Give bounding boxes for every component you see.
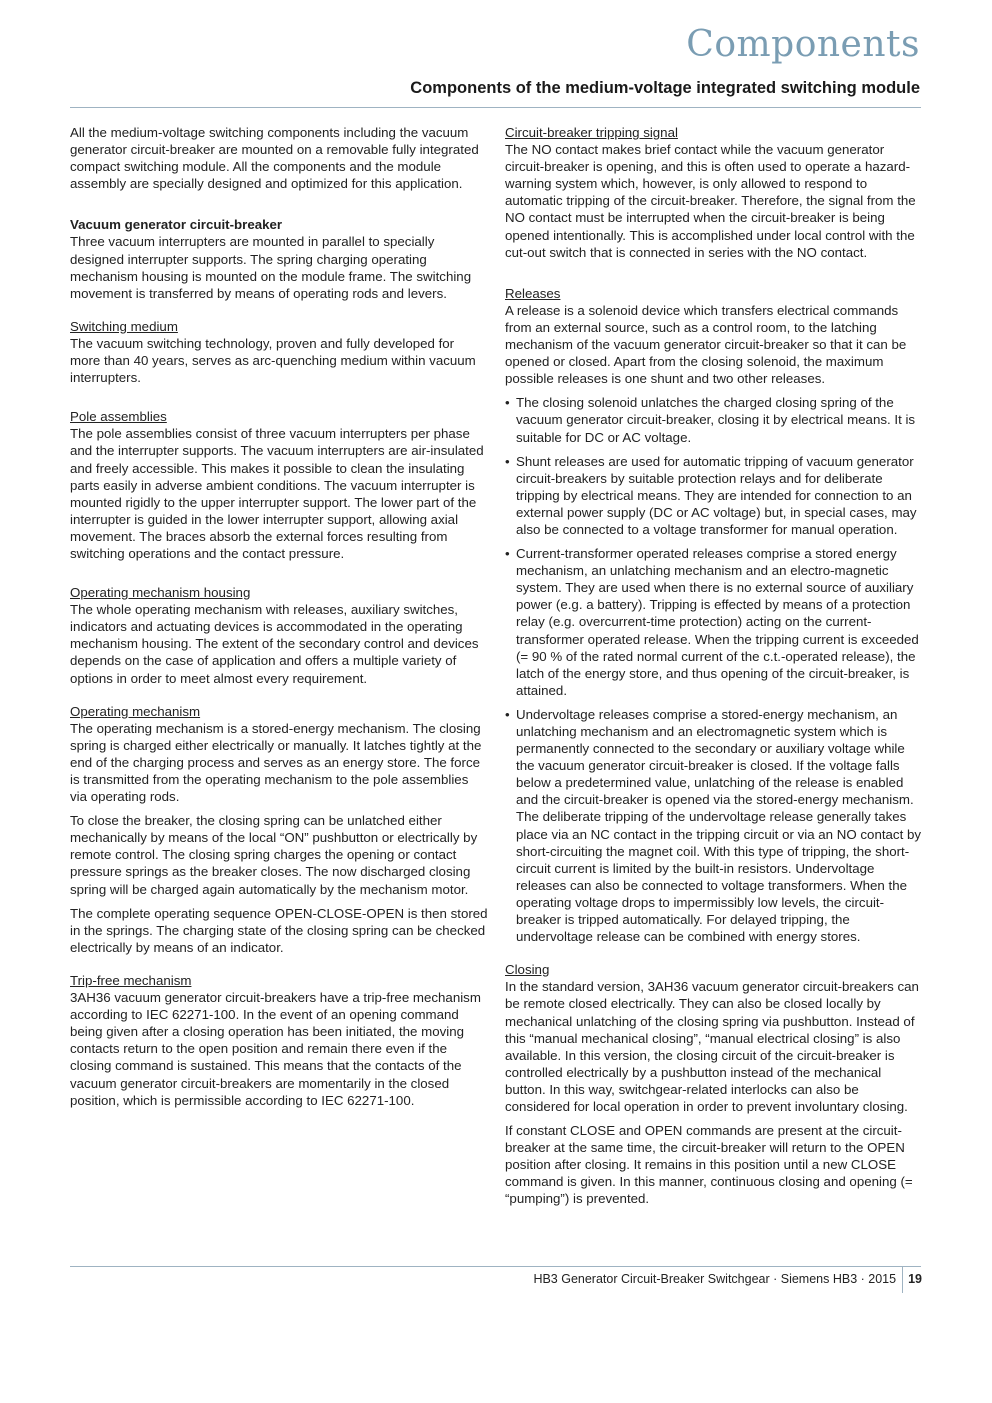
releases-bullet-list	[505, 394, 921, 945]
intro-paragraph: All the medium-voltage switching components including the vacuum generator circuit-breaker are mounted on a removable fully integrated compact switching module. All the components and the module assembly are specially designed and optimized for this application.	[70, 125, 479, 192]
section-body-switching-medium: The vacuum switching technology, proven and fully developed for more than 40 years, serves as arc-quenching medium within vacuum interrupters.	[70, 335, 476, 386]
section-body-tripping-signal: The NO contact makes brief contact while the vacuum generator circuit-breaker is opening, and this is often used to operate a hazard-warning system which, however, is only allowed to respond to automatic tripping of the circuit-breaker. Therefore, the signal from the NO contact must be interrupted when the circuit-breaker is being opened intentionally. This is accomplished under local control with the cut-out switch that is connected in series with the NO contact.	[505, 142, 916, 260]
section-body-operating-mechanism-2: To close the breaker, the closing spring can be unlatched either mechanically by means of the local “ON” pushbutton or electrically by remote control. The closing spring charges the opening or contact pressure springs as the breaker closes. The now discharged closing spring will be charged again automatically by the mechanism motor.	[70, 813, 478, 897]
page-footer	[533, 1266, 922, 1293]
section-heading-vacuum-cb: Vacuum generator circuit-breaker	[70, 217, 283, 233]
section-heading-trip-free: Trip-free mechanism	[70, 972, 192, 988]
section-body-trip-free: 3AH36 vacuum generator circuit-breakers have a trip-free mechanism according to IEC 62271-100. In the event of an opening command being given after a closing operation has been initiated, the moving contacts return to the open position and remain there even if the closing command is sustained. This means that the contacts of the vacuum generator circuit-breakers are momentarily in the closed position, which is permissible according to IEC 62271-100.	[70, 990, 481, 1108]
bullet-undervoltage-releases: • Undervoltage releases comprise a stored-energy mechanism, an unlatching mechanism and an electromagnetic system which is permanently connected to the secondary or auxiliary voltage while the vacuum generator circuit-breaker is closed. If the voltage falls below a predetermined value, unlatching of the release is enabled and the circuit-breaker is opened via the stored-energy mechanism. The deliberate tripping of the undervoltage release generally takes place via an NC contact in the tripping circuit or via an NO contact by short-circuiting the magnet coil. With this type of tripping, the short-circuit current is limited by the built-in resistors. Undervoltage releases can also be connected to voltage transformers. When the operating voltage drops to impermissibly low levels, the circuit-breaker is tripped automatically. For delayed tripping, the undervoltage release can be combined with energy stores.	[505, 706, 921, 945]
section-body-mech-housing: The whole operating mechanism with releases, auxiliary switches, indicators and actuating devices is accommodated in the operating mechanism housing. The extent of the secondary control and devices depends on the case of application and offers a multiple variety of options in order to meet almost every requirement.	[70, 602, 479, 686]
section-body-pole-assemblies: The pole assemblies consist of three vacuum interrupters per phase and the interrupter supports. The vacuum interrupters are air-insulated and freely accessible. This makes it possible to clean the insulating parts easily in adverse ambient conditions. The vacuum interrupter is mounted rigidly to the upper interrupter support. The lower part of the interrupter is guided in the lower interrupter support, allowing axial movement. The braces absorb the external forces resulting from switching operations and the contact pressure.	[70, 426, 484, 561]
section-heading-releases: Releases	[505, 285, 561, 301]
section-heading-operating-mechanism: Operating mechanism	[70, 703, 201, 719]
right-column	[505, 124, 921, 1224]
page-subtitle: Components of the medium-voltage integrated switching module	[410, 79, 920, 97]
section-body-operating-mechanism-3: The complete operating sequence OPEN-CLOSE-OPEN is then stored in the springs. The charging state of the closing spring can be checked electrically by means of an indicator.	[70, 905, 488, 955]
page-title: Components	[686, 24, 920, 65]
bullet-ct-operated-releases: • Current-transformer operated releases comprise a stored energy mechanism, an unlatching mechanism and an electro-magnetic system. They are used when there is no external source of auxiliary power (e.g. a battery). Tripping is effected by means of a protection relay (e.g. overcurrent-time protection) acting on the current-transformer operated release. When the tripping current is exceeded (= 90 % of the rated normal current of the c.t.-operated release), the latch of the energy store, and thus opening of the circuit-breaker, is attained.	[505, 545, 921, 699]
section-heading-mech-housing: Operating mechanism housing	[70, 585, 251, 601]
page-number: 19	[908, 1272, 922, 1286]
section-body-releases: A release is a solenoid device which transfers electrical commands from an external source, such as a control room, to the latching mechanism of the vacuum generator circuit-breaker so that it can be opened or closed. Apart from the closing solenoid, the maximum possible releases is one shunt and two other releases.	[505, 302, 907, 387]
section-body-closing-2: If constant CLOSE and OPEN commands are present at the circuit-breaker at the same time, the circuit-breaker will return to the OPEN position after closing. It remains in this position until a new CLOSE command is given. In this manner, continuous closing and opening (= “pumping”) is prevented.	[505, 1123, 913, 1207]
footer-reference: HB3 Generator Circuit-Breaker Switchgear · Siemens HB3 · 2015	[533, 1266, 903, 1293]
section-body-operating-mechanism-1: The operating mechanism is a stored-energy mechanism. The closing spring is charged either electrically or manually. It latches tightly at the end of the charging process and serves as an energy store. The force is transmitted from the operating mechanism to the pole assemblies via operating rods.	[70, 720, 482, 805]
section-body-vacuum-cb: Three vacuum interrupters are mounted in parallel to specially designed interrupter supports. The spring charging operating mechanism housing is mounted on the module frame. The switching movement is transferred by means of operating rods and levers.	[70, 234, 472, 301]
bullet-shunt-releases: • Shunt releases are used for automatic tripping of vacuum generator circuit-breakers by suitable protection relays and for deliberate tripping by electrical means. They are intended for connection to an external power supply (DC or AC voltage) but, in special cases, may also be connected to a voltage transformer for manual operation.	[505, 453, 921, 538]
section-body-closing-1: In the standard version, 3AH36 vacuum generator circuit-breakers can be remote closed electrically. They can also be closed locally by mechanical unlatching of the closing spring via pushbutton. Instead of this “manual mechanical closing”, “manual electrical closing” is also available. In this version, the closing circuit of the circuit-breaker is controlled electrically by a pushbutton instead of the mechanical button. In this way, switchgear-related interlocks can also be considered for local operation in order to prevent involuntary closing.	[505, 979, 919, 1114]
section-heading-closing: Closing	[505, 962, 550, 978]
section-heading-switching-medium: Switching medium	[70, 318, 178, 334]
header-divider	[70, 107, 921, 108]
section-heading-tripping-signal: Circuit-breaker tripping signal	[505, 125, 678, 140]
section-heading-pole-assemblies: Pole assemblies	[70, 409, 167, 425]
bullet-closing-solenoid: • The closing solenoid unlatches the charged closing spring of the vacuum generator circuit-breaker, closing it by electrical means. It is suitable for DC or AC voltage.	[505, 394, 921, 445]
left-column	[70, 124, 488, 1125]
